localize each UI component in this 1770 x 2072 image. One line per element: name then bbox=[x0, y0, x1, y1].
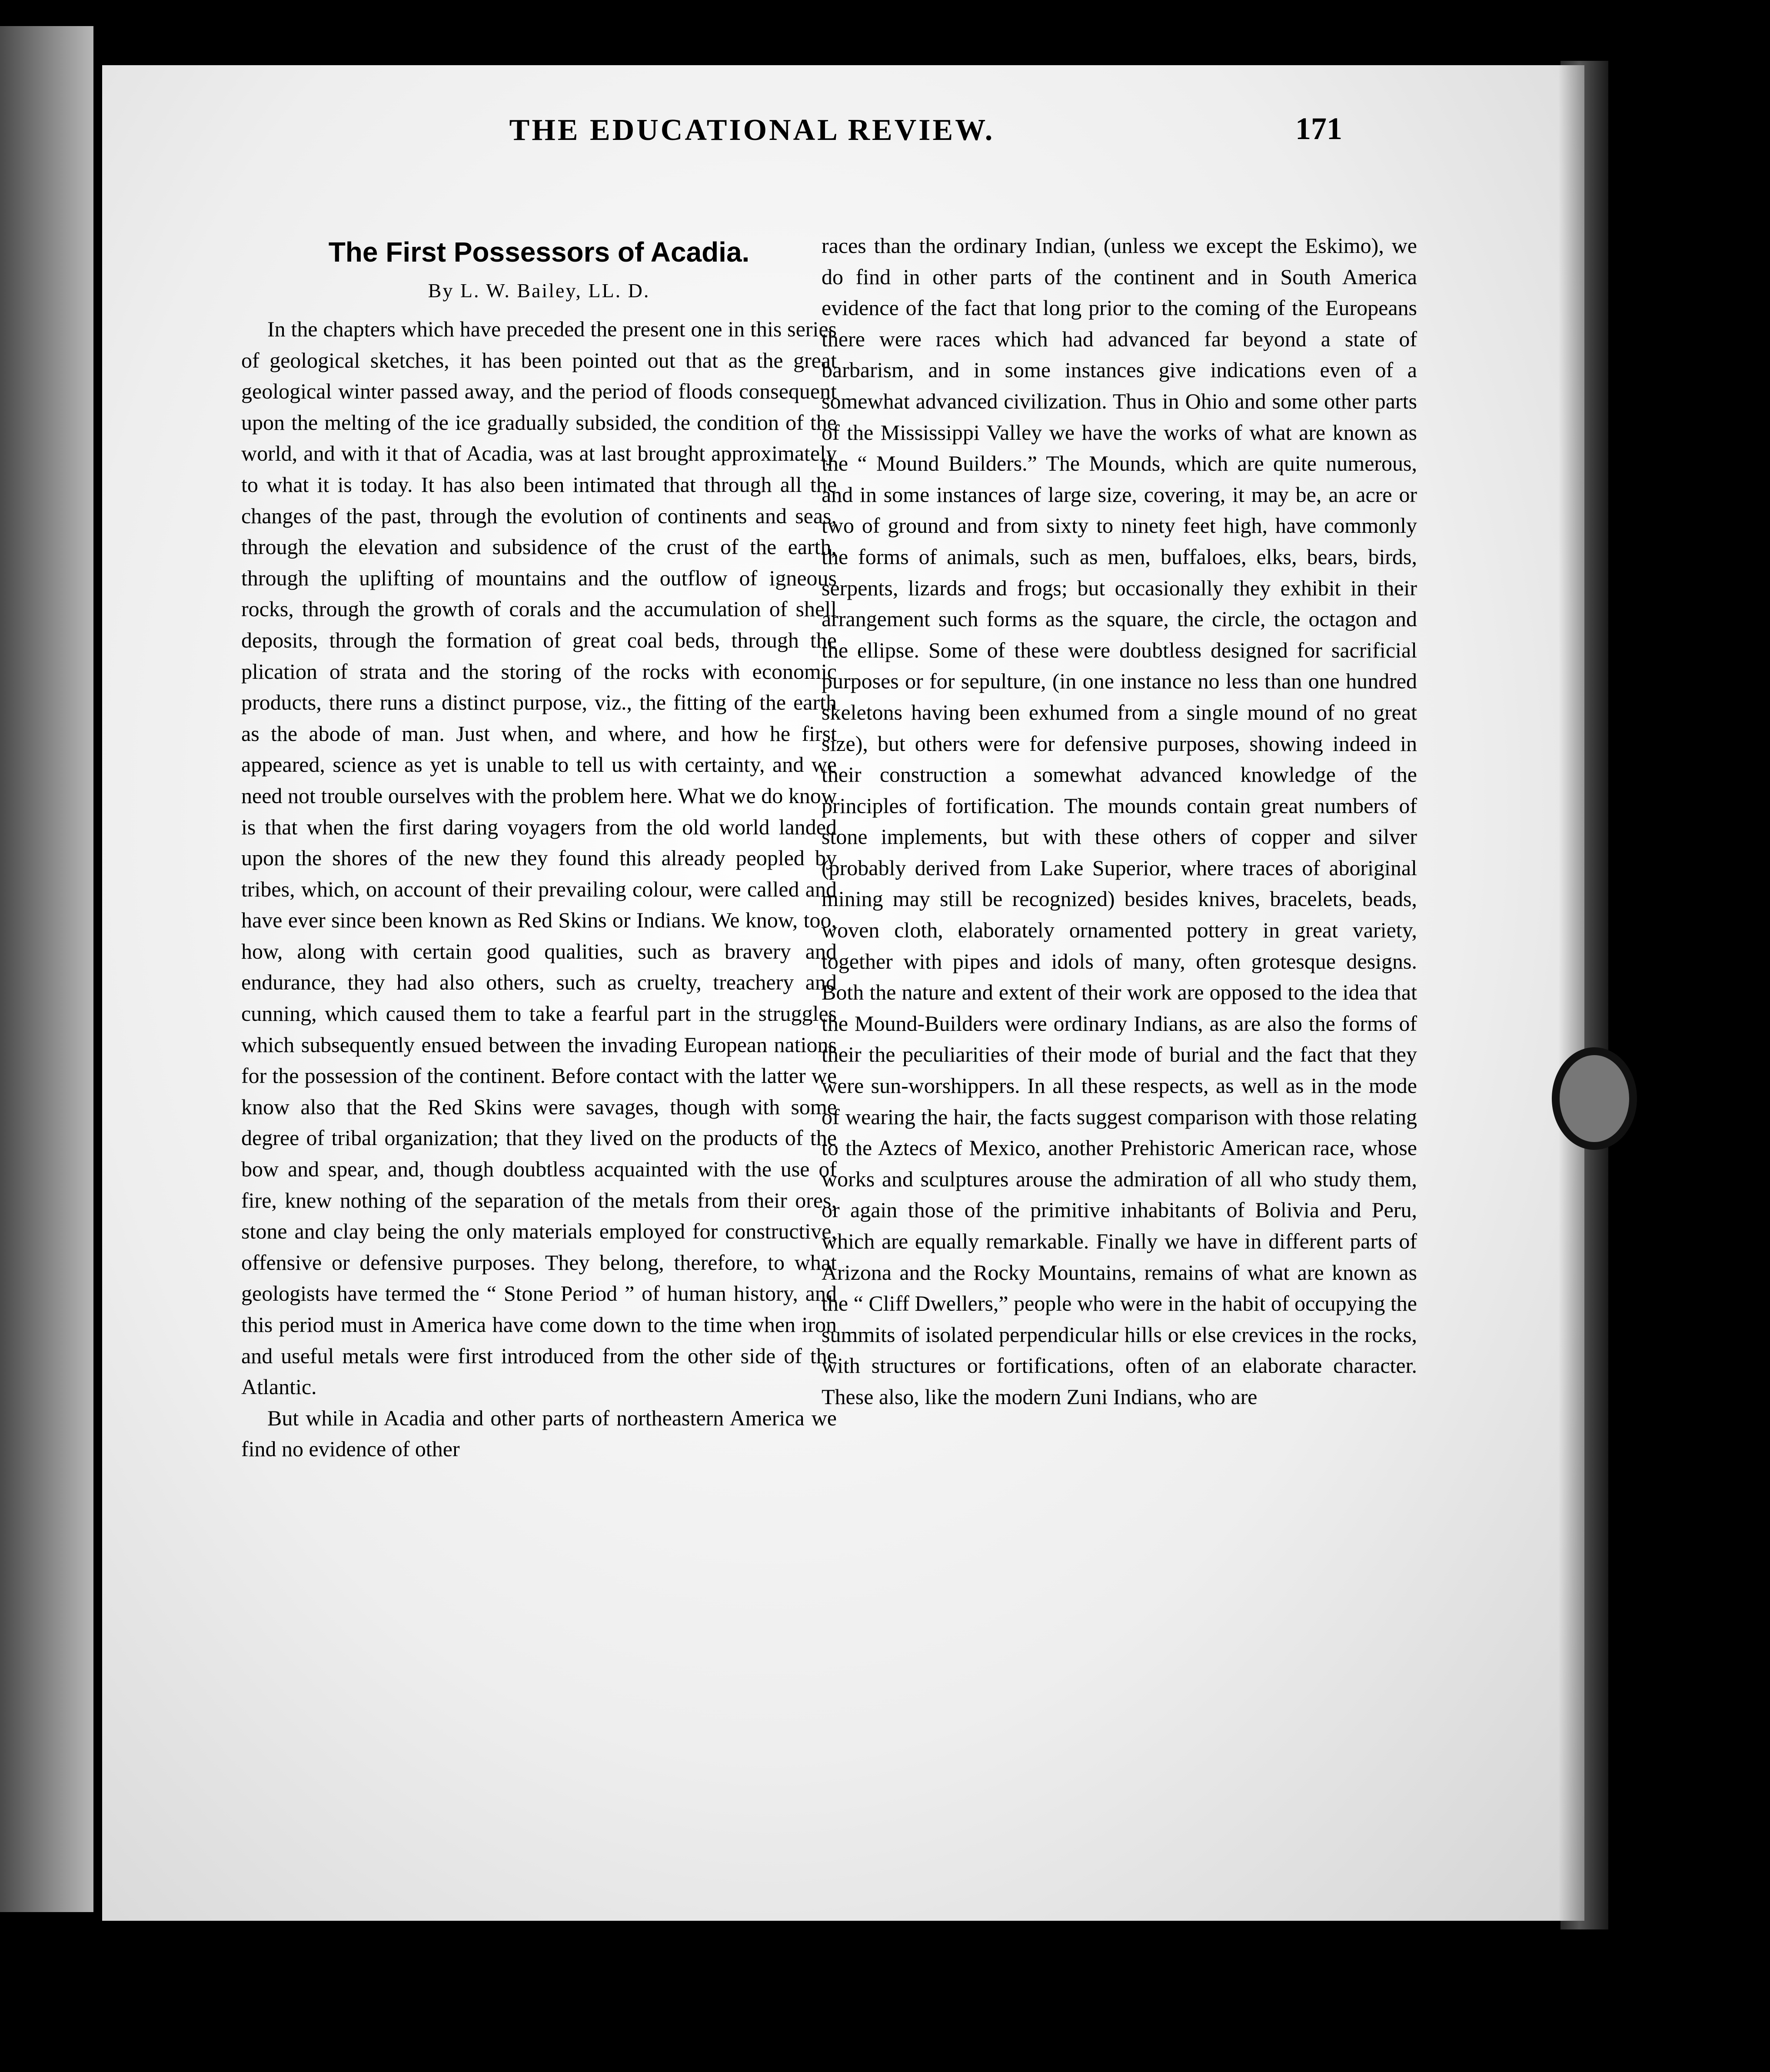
paragraph: But while in Acadia and other parts of northeastern America we find no evidence of other bbox=[241, 1405, 837, 1461]
byline: By L. W. Bailey, LL. D. bbox=[428, 279, 650, 302]
page-clip bbox=[1552, 1047, 1637, 1150]
page-number: 171 bbox=[1295, 111, 1342, 146]
running-title: THE EDUCATIONAL REVIEW. bbox=[509, 113, 995, 147]
facing-page-edge bbox=[0, 26, 93, 1912]
page-shadow bbox=[1558, 65, 1584, 1921]
right-column bbox=[822, 230, 1417, 1413]
paragraph: races than the ordinary Indian, (unless we except the Eskimo), we do find in other parts of the continent and in South America evidence of the fact that long prior to the coming of the Europeans there were races which had advanced far beyond a state of barbarism, and in some instances give indications even of a somewhat advanced civilization. Thus in Ohio and some other parts of the Mississippi Valley we have the works of what are known as the “ Mound Builders.” The Mounds, which are quite numerous, and in some instances of large size, covering, it may be, an acre or two of ground and from sixty to ninety feet high, have commonly the forms of animals, such as men, buffaloes, elks, bears, birds, serpents, lizards and frogs; but occasionally they exhibit in their arrangement such forms as the square, the circle, the octagon and the ellipse. Some of these were doubtless designed for sacrificial purposes or for sepulture, (in one instance no less than one hundred skeletons having been exhumed from a single mound of no great size), but others were for defensive purposes, showing indeed in their construction a somewhat advanced knowledge of the principles of fortification. The mounds contain great numbers of stone implements, but with these others of copper and silver (probably derived from Lake Superior, where traces of aboriginal mining may still be recognized) besides knives, bracelets, beads, woven cloth, elaborately ornamented pottery in great variety, together with pipes and idols of many, often grotesque designs. Both the nature and extent of their work are opposed to the idea that the Mound-Builders were ordinary Indians, as are also the forms of their the peculiarities of their mode of burial and the fact that they were sun-worshippers. In all these respects, as well as in the mode of wearing the hair, the facts suggest comparison with those relating to the Aztecs of Mexico, another Prehistoric American race, whose works and sculptures arouse the admiration of all who study them, or again those of the primitive inhabitants of Bolivia and Peru, which are equally remarkable. Finally we have in different parts of Arizona and the Rocky Mountains, remains of what are known as the “ Cliff Dwellers,” people who were in the habit of occupying the summits of isolated perpendicular hills or else crevices in the rocks, with structures or fortifications, often of an elaborate character. These also, like the modern Zuni Indians, who are bbox=[822, 233, 1417, 1409]
paragraph: In the chapters which have preceded the present one in this series of geological sketches, it has been pointed out that as the great geological winter passed away, and the period of floods consequent upon the melting of the ice gradually subsided, the condition of the world, and with it that of Acadia, was at last brought approximately to what it is today. It has also been intimated that through all the changes of the past, through the evolution of continents and seas, through the elevation and subsidence of the crust of the earth, through the uplifting of mountains and the outflow of igneous rocks, through the growth of corals and the accumulation of shell deposits, through the formation of great coal beds, through the plication of strata and the storing of the rocks with economic products, there runs a distinct purpose, viz., the fitting of the earth as the abode of man. Just when, and where, and how he first appeared, science as yet is unable to tell us with certainty, and we need not trouble ourselves with the problem here. What we do know is that when the first daring voyagers from the old world landed upon the shores of the new they found this already peopled by tribes, which, on account of their prevailing colour, were called and have ever since been known as Red Skins or Indians. We know, too, how, along with certain good qualities, such as bravery and endurance, they had also others, such as cruelty, treachery and cunning, which caused them to take a fearful part in the struggles which subsequently ensued between the invading European nations for the possession of the continent. Before contact with the latter we know also that the Red Skins were savages, though with some degree of tribal organization; that they lived on the products of the bow and spear, and, though doubtless acquainted with the use of fire, knew nothing of the separation of the metals from their ores, stone and clay being the only materials employed for constructive, offensive or defensive purposes. They belong, therefore, to what geologists have termed the “ Stone Period ” of human history, and this period must in America have come down to the time when iron and useful metals were first introduced from the other side of the Atlantic. bbox=[241, 317, 837, 1399]
article-title: The First Possessors of Acadia. bbox=[328, 236, 750, 268]
left-column bbox=[241, 235, 837, 1465]
